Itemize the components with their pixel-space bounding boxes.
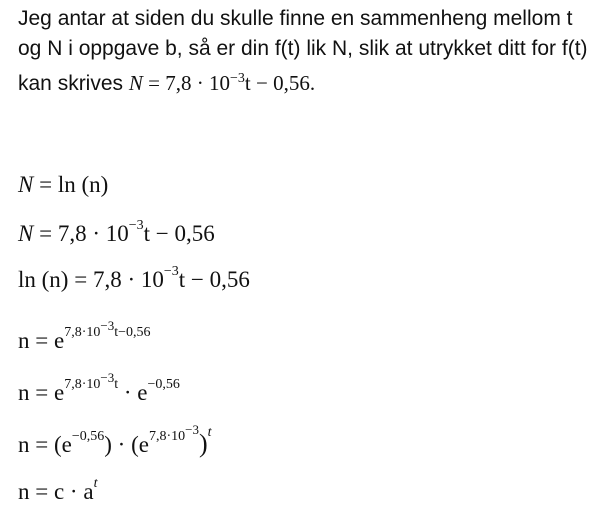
eq1-lhs: N: [18, 172, 34, 197]
eq2-tail: t − 0,56: [143, 221, 215, 246]
eq4-exp2: −3: [100, 318, 115, 333]
eq5-exp4: −0,56: [147, 377, 180, 392]
eq7-exp: t: [93, 476, 98, 491]
eq2-lhs: N: [18, 221, 34, 246]
eq4-exp3: t−0,56: [114, 325, 151, 340]
inline-formula-exp: −3: [229, 71, 245, 86]
equation-5: [18, 370, 180, 406]
eq4-lhs: n = e: [18, 328, 65, 353]
intro-text: Jeg antar at siden du skulle finne en sammenheng mellom t og N i oppgave b, så er din f(t) lik N, slik at utrykket ditt for f(t) kan skrives: [18, 7, 588, 95]
inline-formula-eq: = 7,8 · 10: [142, 71, 230, 95]
eq3-tail: t − 0,56: [178, 267, 250, 292]
eq5-exp: 7,8·10: [64, 377, 101, 392]
eq1-rhs: = ln (n): [33, 172, 109, 197]
eq5-mid: · e: [118, 380, 148, 405]
eq5-lhs: n = e: [18, 380, 65, 405]
equation-4: [18, 318, 151, 354]
eq7-lhs: n = c · a: [18, 479, 94, 504]
equation-2: [18, 218, 215, 247]
inline-formula-rest: t − 0,56.: [244, 71, 316, 95]
equation-7: [18, 476, 97, 505]
eq6-exp: −0,56: [71, 429, 105, 444]
eq3-exp: −3: [163, 264, 179, 279]
intro-paragraph: [18, 4, 593, 99]
inline-formula-lhs: N: [128, 71, 143, 95]
eq6-exp2: 7,8·10: [148, 429, 186, 444]
eq6-lhs: n = (e: [18, 432, 72, 457]
eq2-exp: −3: [128, 218, 144, 233]
equation-3: [18, 264, 250, 293]
eq6-outer-exp: t: [207, 425, 212, 440]
eq4-exp: 7,8·10: [64, 325, 101, 340]
eq2-rhs: = 7,8 · 10: [33, 221, 129, 246]
eq3-lhs: ln (n): [18, 267, 69, 292]
eq6-mid: ) · (e: [104, 432, 149, 457]
eq6-close: ): [198, 429, 208, 458]
eq3-rhs: = 7,8 · 10: [68, 267, 164, 292]
eq5-exp3: t: [114, 377, 119, 392]
eq6-exp3: −3: [185, 422, 199, 437]
equation-1: [18, 172, 108, 198]
equation-6: [18, 422, 212, 459]
eq5-exp2: −3: [100, 370, 115, 385]
